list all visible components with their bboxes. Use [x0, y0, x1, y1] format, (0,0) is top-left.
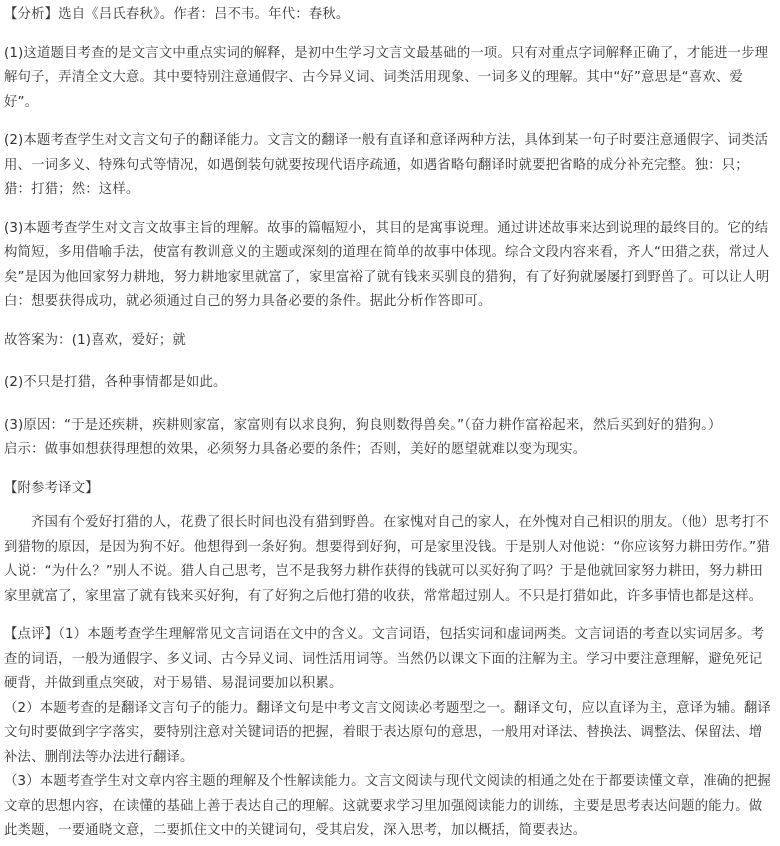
- answer-line-2: (2)不只是打猎，各种事情都是如此。: [4, 375, 227, 390]
- translation-heading: 【附参考译文】: [4, 480, 99, 496]
- answer-line-1: 故答案为：(1)喜欢，爱好；就: [4, 332, 186, 348]
- analysis-point-2: (2)本题考查学生对文言文句子的翻译能力。文言文的翻译一般有直译和意译两种方法，具体到某一句子时要注意通假字、词类活用、一词多义、特殊句式等情况，如遇倒装句就要按现代语序疏通，如遇省略句翻译时就要把省略的成分补充完整。独：只；猎：打猎；然：这样。: [4, 133, 769, 197]
- comment-point-1: 【点评】（1）本题考查学生理解常见文言词语在文中的含义。文言词语，包括实词和虚词两类。文言词语的考查以实词居多。考查的词语，一般为通假字、多义词、古今异义词、词性活用词等。当然仍以课文下面的注解为主。学习中要注意理解，避免死记硬背，并做到重点突破，对于易错、易混词要加以积累。: [4, 627, 765, 691]
- analysis-point-1: (1)这道题目考查的是文言文中重点实词的解释，是初中生学习文言文最基础的一项。只有对重点字词解释正确了，才能进一步理解句子，弄清全文大意。其中要特别注意通假字、古今异义词、词类活用现象、一词多义的理解。其中“好”意思是“喜欢、爱好”。: [4, 45, 769, 110]
- analysis-heading: 【分析】选自《吕氏春秋》。作者：吕不韦。年代：春秋。: [4, 7, 350, 22]
- answer-line-3: (3)原因：“于是还疾耕，疾耕则家富，家富则有以求良狗，狗良则数得兽矣。”（奋力耕作富裕起来，然后买到好的猎狗。）: [4, 417, 722, 433]
- translation-body: 齐国有个爱好打猎的人，花费了很长时间也没有猎到野兽。在家愧对自己的家人，在外愧对自己相识的朋友。（他）思考打不到猎物的原因，是因为狗不好。他想得到一条好狗。想要得到好狗，可是家里没钱。于是别人对他说：“你应该努力耕田劳作。”猎人说：“为什么？”别人不说。猎人自己思考，岂不是我努力耕作获得的钱就可以买好狗了吗？于是他就回家努力耕田，努力耕田家里就富了，家里富了就有钱来买好狗，有了好狗之后他打猎的收获，常常超过别人。不只是打猎如此，许多事情也都是这样。: [4, 515, 770, 604]
- analysis-point-3: (3)本题考查学生对文言文故事主旨的理解。故事的篇幅短小，其目的是寓事说理。通过讲述故事来达到说理的最终目的。它的结构简短，多用借喻手法，使富有教训意义的主题或深刻的道理在简单的故事中体现。综合文段内容来看，齐人“田猎之获，常过人矣”是因为他回家努力耕地，努力耕地家里就富了，家里富裕了就有钱来买驯良的猎狗，有了好狗就屡屡打到野兽了。可以让人明白：想要获得成功，就必须通过自己的努力具备必要的条件。据此分析作答即可。: [4, 220, 770, 309]
- comment-point-2: （2）本题考查的是翻译文言句子的能力。翻译文句是中考文言文阅读必考题型之一。翻译文句，应以直译为主，意译为辅。翻译文句时要做到字字落实，要特别注意对关键词语的把握，着眼于表达原句的意思，一般用对译法、替换法、调整法、保留法、增补法、删削法等办法进行翻译。: [4, 700, 771, 765]
- answer-line-4: 启示：做事如想获得理想的效果，必须努力具备必要的条件；否则，美好的愿望就难以变为现实。: [4, 442, 587, 457]
- comment-point-3: （3）本题考查学生对文章内容主题的理解及个性解读能力。文言文阅读与现代文阅读的相通之处在于都要读懂文章，准确的把握文章的思想内容，在读懂的基础上善于表达自己的理解。这就要求学习里加强阅读能力的训练，主要是思考表达问题的能力。做此类题，一要通晓文意，二要抓住文中的关键词句，受其启发，深入思考，加以概括，简要表达。: [4, 774, 771, 838]
